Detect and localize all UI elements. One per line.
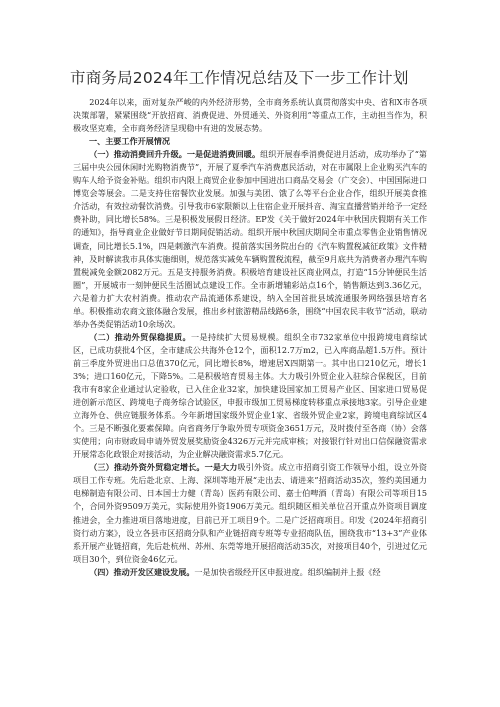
item2-paragraph	[73, 331, 427, 461]
item4-paragraph	[73, 566, 427, 579]
item2-highlight: 一是	[190, 331, 208, 342]
item4-lead: （四）推动开发区建设发展。	[89, 566, 195, 577]
item3-text: 吸引外资。成立市招商引资工作领导小组，设立外资项目工作专班。先后赴北京、上海、深圳等地开展“走出去、请进来”招商活动35次，签约美国通力电梯制造有限公司、日本国士力健（青岛）医药有限公司、嘉士伯啤酒（青岛）有限公司等项目15个，合同外资9509万美元，实际使用外资1906万美元。组织随区相关单位召开重点外资项目调度推进会，全力推进项目落地进度，目前已开工项目9个。二是广泛招商项目。印发《2024年招商引资行动方案》，设立各县市区招商分队和产业链招商专班等专业招商队伍，围绕我市“13+3”产业体系开展产业链招商，先后赴杭州、苏州、东莞等地开展招商活动35次，对接项目40个，引进过亿元项目30个，到位资金46亿元。	[73, 462, 427, 564]
item1-highlight: 一是促进消费回暖。	[186, 149, 261, 160]
item3-lead: （三）推动外资外贸稳定增长。	[89, 462, 205, 473]
item1-text: 组织开展春季消费促进月活动，成功举办了“第三届中央公园休闲时光购物消费节”，开展了夏季汽车消费惠民活动，对在市属限上企业购买汽车的购车人给予资金补贴。组织市内限上商贸企业参加中国进出口商品交易会（广交会）、中国国际进口博览会等展会。二是支持住宿餐饮业发展。加强与美团、饿了么等平台企业合作，组织开展美食推介活动，有效拉动餐饮消费。引导我市6家限额以上住宿企业开展抖音、淘宝直播营销并给予一定经费补助，同比增长58%。三是积极发展假日经济。EP发《关于做好2024年中秋国庆假期有关工作的通知》，指导商业企业做好节日期间促销活动。组织开展中秋国庆期间全市重点零售企业销售情况调查，同比增长5.1%，四是刺激汽车消费。提前落实国务院出台的《汽车购置税减征政策》文件精神，及时解读我市具体实施细则，规范落实减免车辆购置税流程，截至9月底共为消费者办理汽车购置税减免金额2082万元。五是支持服务消费。积极培育建设社区商业网点，打造“15分钟便民生活圈”，开展城市一刻钟便民生活圈试点建设工作。全市新增辅彩站点16个，销售额达到3.36亿元，六是着力扩大农村消费。推动农产品流通体系建设，纳入全国首批县域流通服务网络强县培育名单。积极推动农商文旅体融合发展，推出乡村旅游精品线路6条，围绕“中国农民丰收节”活动，联动举办各类促销活动10余场次。	[73, 149, 427, 329]
item2-lead: （二）推动外贸保稳提质。	[89, 331, 191, 342]
item3-highlight: 一是大力	[204, 462, 238, 473]
document-title: 市商务局2024年工作情况总结及下一步工作计划	[70, 69, 409, 87]
item1-paragraph	[73, 148, 427, 331]
item3-paragraph	[73, 461, 427, 565]
item4-highlight: 一是	[194, 566, 211, 577]
item1-lead: （一）推动消费回升升级。	[89, 149, 187, 160]
intro-paragraph: 2024年以来，面对复杂严峻的内外经济形势，全市商务系统认真贯彻落实中央、省和X市各项决策部署，紧紧围绕“开放招商、消费促进、外贸通关、外资利用”等重点工作，主动担当作为，积极攻坚克难，全市商务经济呈现稳中有进的发展态势。	[73, 97, 427, 134]
document-body	[73, 96, 427, 579]
section-heading: 一、主要工作开展情况	[89, 136, 170, 147]
item4-text: 加快省级经开区申报进度。组织编制并上报《经	[210, 566, 381, 577]
item2-text: 持续扩大贸易规模。组织全市732家单位中报跨境电商综试区，已成功获批4个区，全市建成公共海外仓12个，面积12.7万m2，已入库商品超1.5万件。预计前三季度外贸进出口总值370亿元，同比增长8%，增速居X四期第一。其中出口210亿元，增长13%；进口160亿元，下降5%。二是积极培育贸易主体。大力吸引外贸企业入驻综合保税区，目前我市有8家企业通过认定验收，已入住企业32家，加快建设国家加工贸易产业区、国家进口贸易促进创新示范区、跨境电子商务综合试验区，申报市级加工贸易梯度转移重点承接地3家。引导企业建立海外仓、供应链服务体系。今年新增国家级外贸企业1家、省级外贸企业2家，跨境电商综试区4个。三是不断强化要素保障。向省商务厅争取外贸专项资金3651万元，及时拨付至各商（协）会落实使用；向市财政局申请外贸发展奖励资金4326万元并完成审核；对接银行针对出口信保融资需求开展常态化政银企对接活动，为企业解决融资需求5.7亿元。	[73, 331, 427, 460]
